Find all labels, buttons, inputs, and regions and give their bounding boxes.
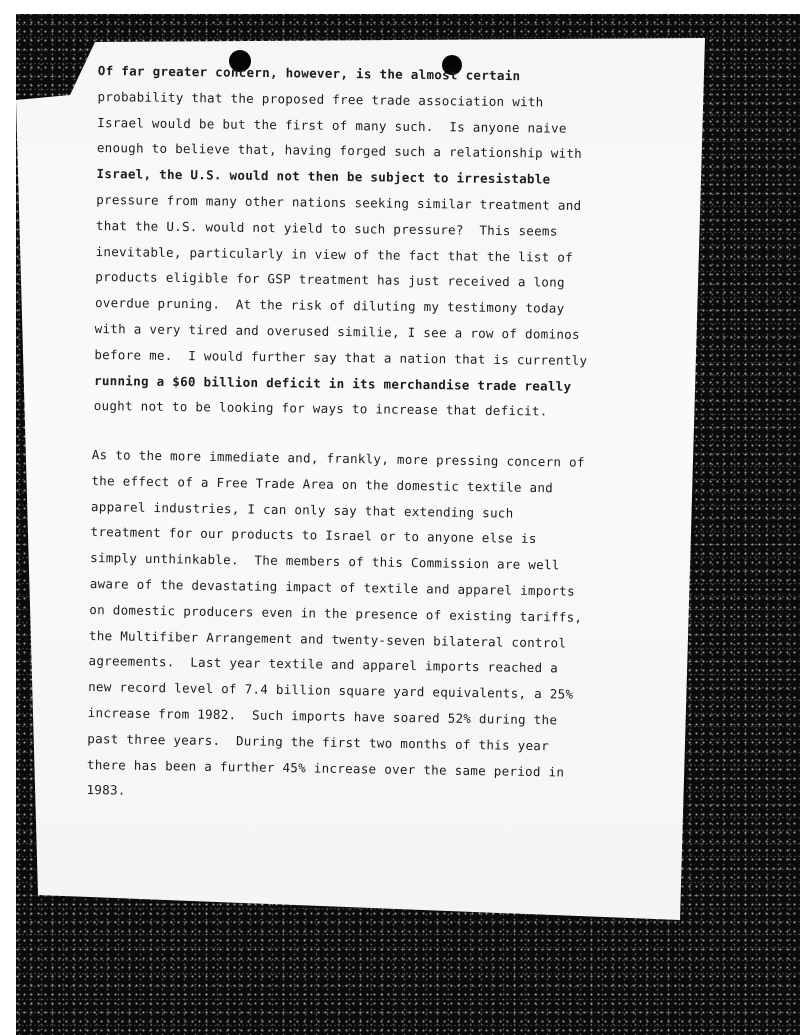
text-line: Israel would be but the first of many such. Is anyone naive (97, 114, 567, 136)
scan-border-left (0, 0, 16, 1035)
text-line: enough to believe that, having forged such a relationship with (96, 140, 583, 162)
text-line: running a $60 billion deficit in its merchandise trade really (93, 372, 572, 394)
text-line: on domestic producers even in the presence of existing tariffs, (89, 601, 583, 625)
paragraph-1 (94, 58, 638, 426)
text-line: before me. I would further say that a nation that is currently (94, 346, 588, 368)
text-line: the effect of a Free Trade Area on the domestic textile and (91, 472, 554, 496)
text-line: overdue pruning. At the risk of diluting my testimony today (94, 295, 565, 316)
text-line: agreements. Last year textile and apparel imports reached a (88, 653, 559, 676)
text-line: that the U.S. would not yield to such pressure? This seems (95, 217, 558, 239)
text-line: past three years. During the first two months of this year (87, 730, 550, 753)
text-line: ought not to be looking for ways to increase that deficit. (93, 398, 548, 419)
text-line: As to the more immediate and, frankly, more pressing concern of (91, 446, 585, 470)
text-line: there has been a further 45% increase over the same period in (86, 756, 565, 780)
scan-border-top (0, 0, 800, 14)
paragraph-2 (86, 442, 632, 812)
text-line: the Multifiber Arrangement and twenty-seven bilateral control (88, 627, 567, 651)
text-line: simply unthinkable. The members of this Commission are well (90, 550, 560, 573)
text-line: pressure from many other nations seeking similar treatment and (96, 191, 582, 213)
text-line: aware of the devastating impact of textile and apparel imports (89, 575, 576, 599)
text-line: treatment for our products to Israel or to anyone else is (90, 524, 537, 547)
text-line: products eligible for GSP treatment has just received a long (95, 269, 565, 291)
text-line: inevitable, particularly in view of the fact that the list of (95, 243, 574, 265)
text-line: increase from 1982. Such imports have soared 52% during the (87, 704, 558, 728)
text-line: apparel industries, I can only say that extending such (90, 498, 514, 521)
text-line: Israel, the U.S. would not then be subject to irresistable (96, 166, 551, 187)
text-line: 1983. (86, 782, 126, 798)
text-line: Of far greater concern, however, is the almost certain (97, 62, 521, 84)
text-line: probability that the proposed free trade association with (97, 88, 544, 110)
text-line: new record level of 7.4 billion square yard equivalents, a 25% (88, 679, 574, 702)
text-line: with a very tired and overused similie, I see a row of dominos (94, 320, 580, 342)
